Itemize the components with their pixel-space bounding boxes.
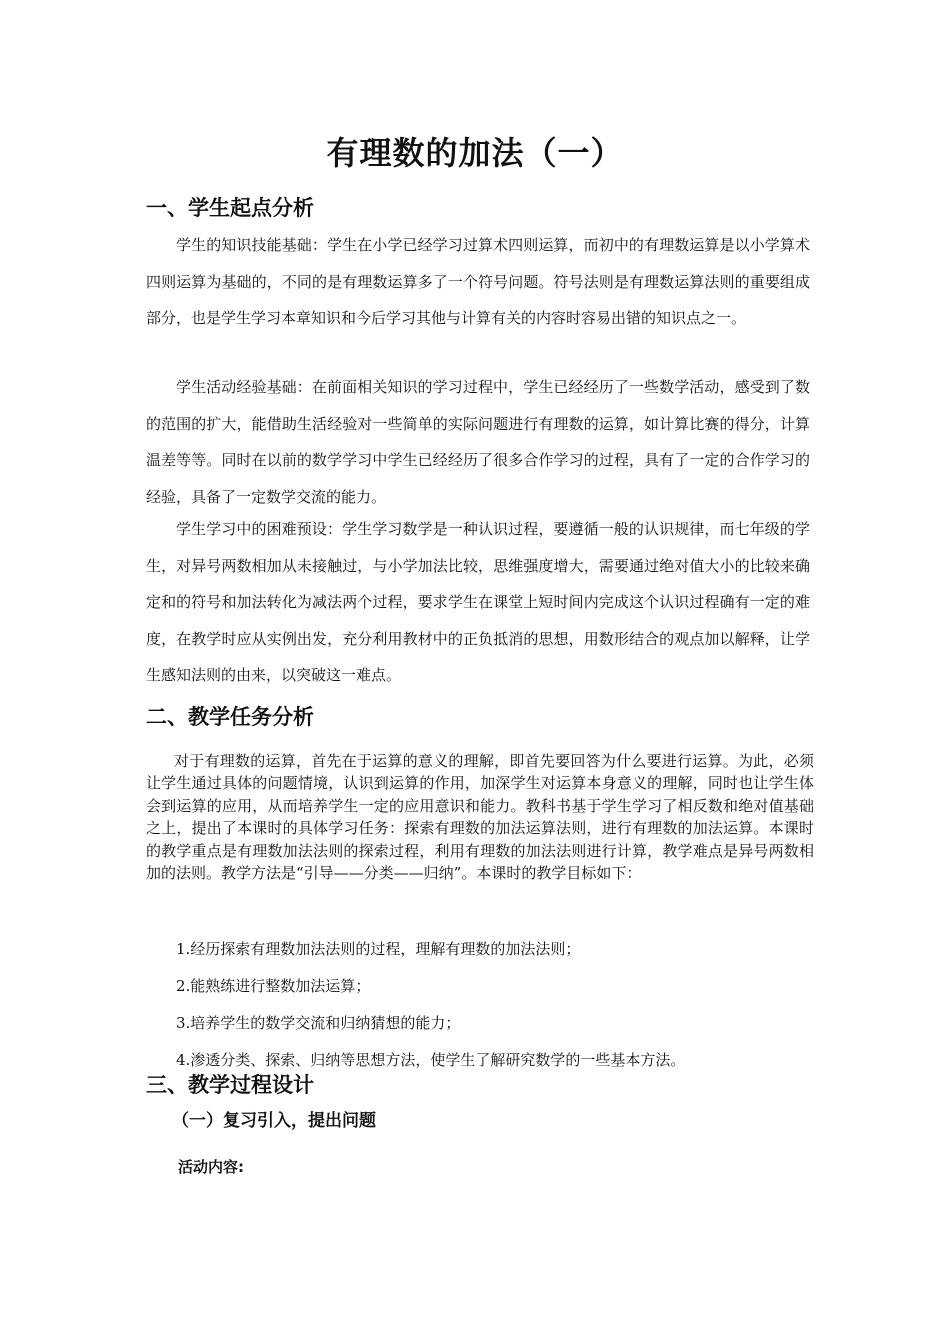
paragraph-difficulty-forecast: 学生学习中的困难预设：学生学习数学是一种认识过程，要遵循一般的认识规律，而七年级的学生，对异号两数相加从未接触过，与小学加法比较，思维强度增大，需要通过绝对值大小的比较来确定和的符号和加法转化为减法两个过程，要求学生在课堂上短时间内完成这个认识过程确有一定的难度，在教学时应从实例出发，充分利用教材中的正负抵消的思想，用数形结合的观点加以解释，让学生感知法则的由来，以突破这一难点。 <box>146 520 810 685</box>
section-heading-task-analysis: 二、教学任务分析 <box>146 705 314 729</box>
activity-content-label: 活动内容: <box>178 1158 244 1176</box>
paragraph-knowledge-basis: 学生的知识技能基础：学生在小学已经学习过算术四则运算，而初中的有理数运算是以小学算术四则运算为基础的，不同的是有理数运算多了一个符号问题。符号法则是有理数运算法则的重要组成部分，也是学生学习本章知识和今后学习其他与计算有关的内容时容易出错的知识点之一。 <box>146 236 810 328</box>
paragraph-experience-basis: 学生活动经验基础：在前面相关知识的学习过程中，学生已经经历了一些数学活动，感受到了数的范围的扩大，能借助生活经验对一些简单的实际问题进行有理数的运算，如计算比赛的得分，计算温差等等。同时在以前的数学学习中学生已经经历了很多合作学习的过程，具有了一定的合作学习的经验，具备了一定数学交流的能力。 <box>146 378 810 506</box>
objective-item: 4.渗透分类、探索、归纳等思想方法，使学生了解研究数学的一些基本方法。 <box>176 1051 686 1069</box>
paragraph-task-analysis: 对于有理数的运算，首先在于运算的意义的理解，即首先要回答为什么要进行运算。为此，必须让学生通过具体的问题情境，认识到运算的作用，加深学生对运算本身意义的理解，同时也让学生体会到运算的应用，从而培养学生一定的应用意识和能力。教科书基于学生学习了相反数和绝对值基础之上，提出了本课时的具体学习任务：探索有理数的加法运算法则，进行有理数的加法运算。本课时的教学重点是有理数加法法则的探索过程，利用有理数的加法法则进行计算，教学难点是异号两数相加的法则。教学方法是“引导——分类——归纳”。本课时的教学目标如下： <box>146 752 814 883</box>
section-heading-student-analysis: 一、学生起点分析 <box>146 196 314 220</box>
document-title: 有理数的加法（一） <box>326 134 624 172</box>
subsection-heading-review: （一）复习引入，提出问题 <box>172 1111 376 1131</box>
section-heading-process-design: 三、教学过程设计 <box>146 1073 314 1097</box>
objective-item: 3.培养学生的数学交流和归纳猜想的能力； <box>176 1014 461 1032</box>
objectives-list <box>176 937 685 1085</box>
objective-item: 2.能熟练进行整数加法运算； <box>176 977 371 995</box>
objective-item: 1.经历探索有理数加法法则的过程，理解有理数的加法法则； <box>176 940 581 958</box>
